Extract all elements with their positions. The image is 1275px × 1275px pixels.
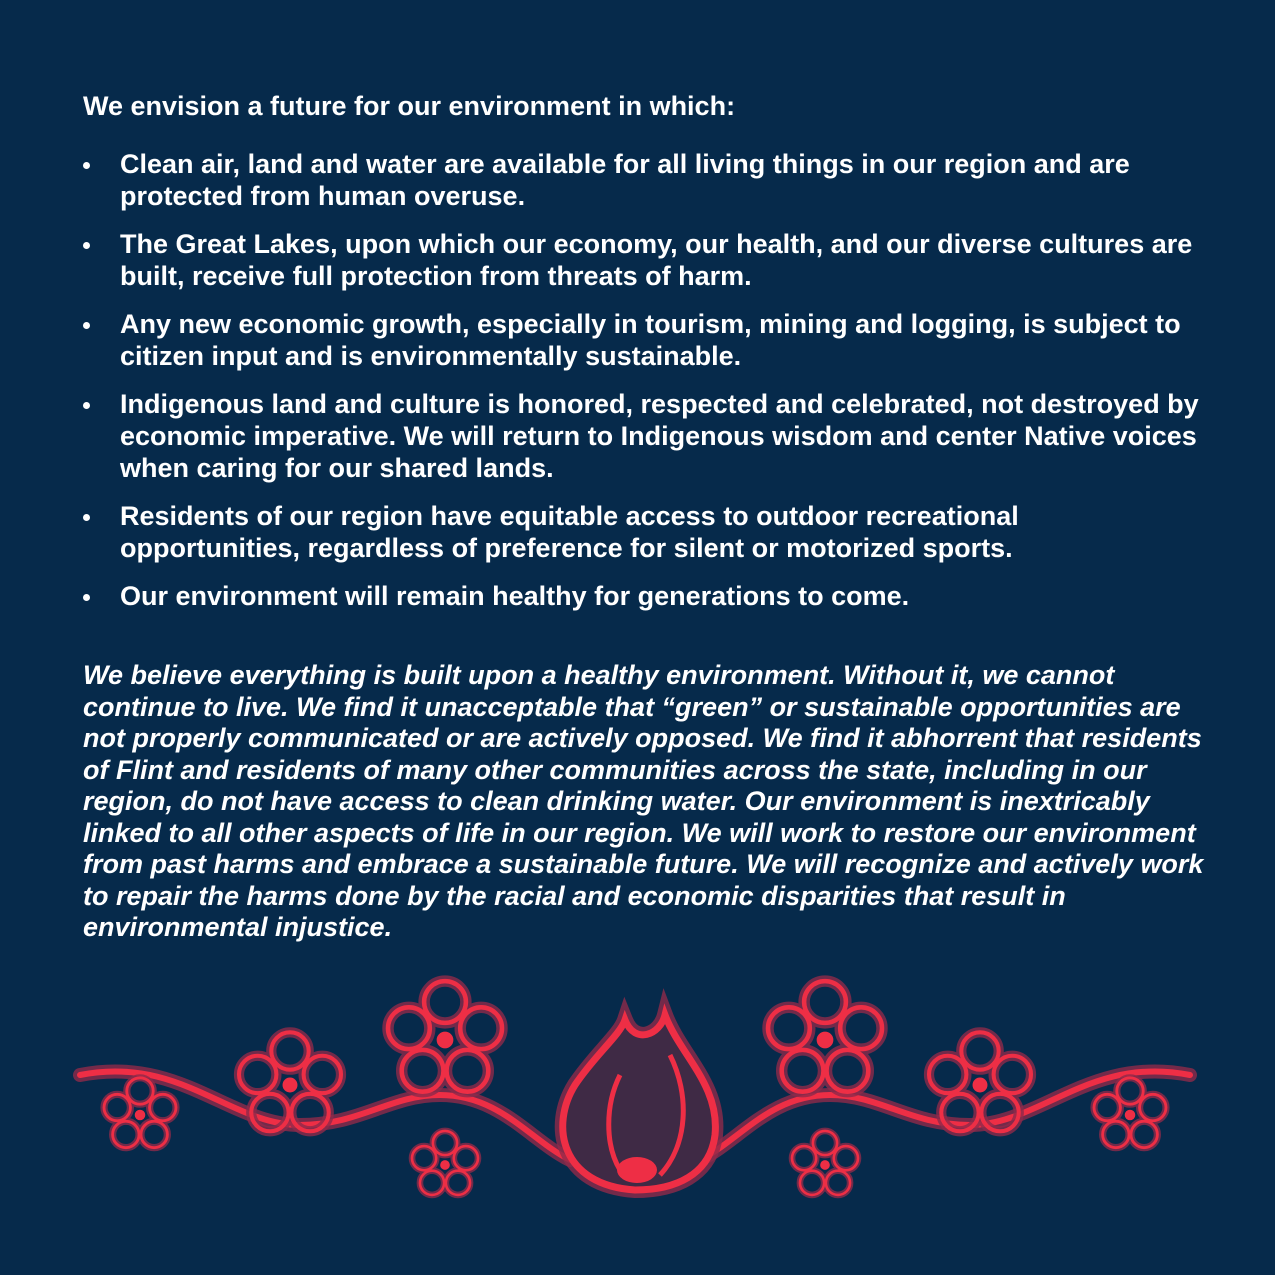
bullet-icon (83, 514, 90, 521)
bullet-icon (83, 322, 90, 329)
list-item-text: Residents of our region have equitable access to outdoor recreational opportunities, regardless of preference for silent or motorized sports. (120, 501, 1019, 563)
list-item (83, 580, 1203, 612)
list-item (83, 500, 1203, 564)
list-item (83, 228, 1203, 292)
list-item-text: Clean air, land and water are available for all living things in our region and are protected from human overuse. (120, 149, 1130, 211)
list-item (83, 308, 1203, 372)
bullet-icon (83, 402, 90, 409)
bullet-icon (83, 594, 90, 601)
vision-list (83, 148, 1203, 628)
intro-heading: We envision a future for our environment in which: (83, 91, 736, 121)
list-item-text: Our environment will remain healthy for generations to come. (120, 581, 910, 611)
list-item (83, 388, 1203, 484)
list-item-text: Indigenous land and culture is honored, respected and celebrated, not destroyed by economic imperative. We will return to Indigenous wisdom and center Native voices when caring for our shared lands. (120, 389, 1199, 483)
floral-ornament-icon (60, 975, 1210, 1205)
list-item-text: Any new economic growth, especially in tourism, mining and logging, is subject to citizen input and is environmentally sustainable. (120, 309, 1181, 371)
belief-statement: We believe everything is built upon a healthy environment. Without it, we cannot continue to live. We find it unacceptable that “green” or sustainable opportunities are not properly communicated or are actively opposed. We find it abhorrent that residents of Flint and residents of many other communities across the state, including in our region, do not have access to clean drinking water. Our environment is inextricably linked to all other aspects of life in our region. We will work to restore our environment from past harms and embrace a sustainable future. We will recognize and actively work to repair the harms done by the racial and economic disparities that result in environmental injustice. (83, 660, 1204, 942)
list-item (83, 148, 1203, 212)
bullet-icon (83, 242, 90, 249)
bullet-icon (83, 162, 90, 169)
list-item-text: The Great Lakes, upon which our economy, our health, and our diverse cultures are built, receive full protection from threats of harm. (120, 229, 1193, 291)
